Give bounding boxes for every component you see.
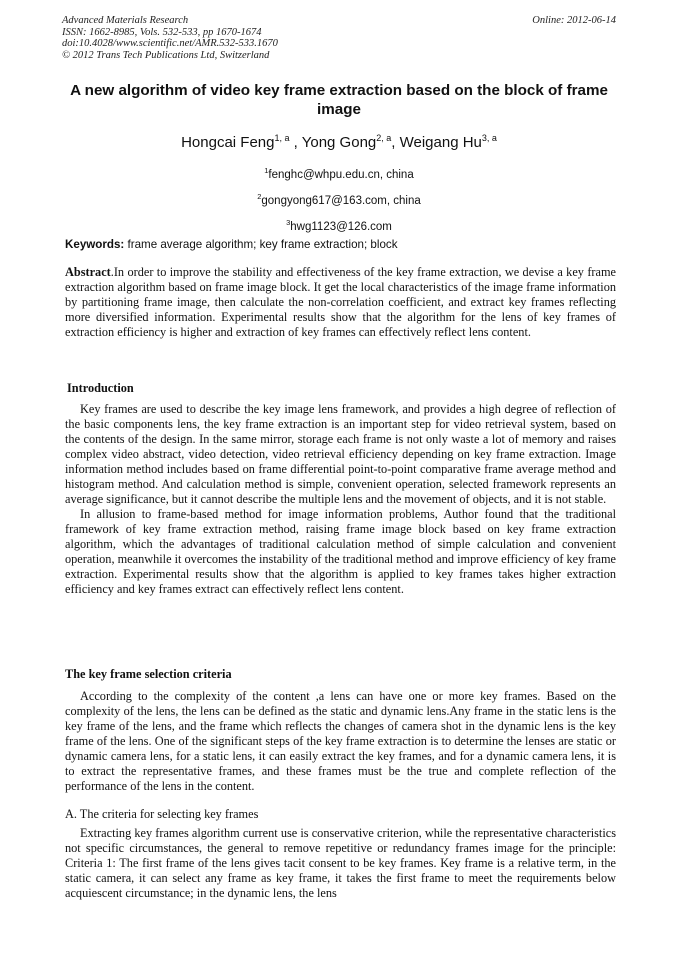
paragraph: In allusion to frame-based method for image information problems, Author found that the traditional framework of key frame extraction method, raising frame image block based on key frame extraction algorithm, which the advantages of traditional calculation method of simple calculation and convenient operation, meanwhile it overcomes the instability of the traditional method and improve efficiency of key frame extraction. Experimental results show that the algorithm is applied to key frames takes higher extraction efficiency and key frames extract can effectively reflect lens content. xyxy=(65,507,616,596)
email-line xyxy=(62,212,616,238)
journal-header xyxy=(62,15,616,61)
email-index: 3 xyxy=(286,217,291,227)
keywords xyxy=(65,238,616,251)
email-index: 1 xyxy=(264,166,269,175)
author-name: Weigang Hu xyxy=(399,134,482,151)
paragraph: Key frames are used to describe the key image lens framework, and provides a high degree of reflection of the basic components lens, the key frame extraction is an important step for video retrieval system, based on the contents of the design. In the same mirror, storage each frame is not only waste a lot of memory and raises complex video abstract, video detection, video retrieval efficiency depending on key frame extraction. Image information method includes based on frame differential point-to-point comparative frame average method and histogram method. And calculation method is simple, convenient operation, selected framework represents an average significance, but it cannot describe the multiple lens and the movement of objects, and it is not stable. xyxy=(65,402,616,506)
email-line xyxy=(62,186,616,212)
abstract xyxy=(65,265,616,340)
paragraph: According to the complexity of the content ,a lens can have one or more key frames. Based on the complexity of the lens, the lens can be defined as the static and dynamic lens.Any frame in the static lens is the key frame of the lens, and the frame which reflects the changes of camera shot in the dynamic lens is the key frame of the lens. One of the significant steps of the key frame extraction is to determine the lenses are static or dynamic camera lens, for a static lens, it can easily extract the key frames, and for a dynamic camera lens, it is to extract the representative frames, and these frames must be the true and complete reflection of the performance of the lens in the content. xyxy=(65,689,616,793)
paper-title: A new algorithm of video key frame extraction based on the block of frame image xyxy=(70,82,608,118)
doi-line: doi:10.4028/www.scientific.net/AMR.532-533.1670 xyxy=(62,38,278,50)
issn-line: ISSN: 1662-8985, Vols. 532-533, pp 1670-1674 xyxy=(62,26,262,38)
abstract-text: .In order to improve the stability and effectiveness of the key frame extraction, we devise a key frame extraction algorithm based on frame image block. It get the local characteristics of the image frame information by partitioning frame image, then calculate the non-correlation coefficient, and extract key frames reflecting more diversified information. Experimental results show that the algorithm for the lens of key frames of extraction efficiency is higher and extraction of key frames can effectively reflect lens content. xyxy=(65,265,616,339)
email-line xyxy=(62,160,616,186)
copyright-line: © 2012 Trans Tech Publications Ltd, Switzerland xyxy=(62,49,270,61)
online-date: Online: 2012-06-14 xyxy=(532,15,616,26)
author-separator: , xyxy=(391,134,400,151)
criteria-body xyxy=(65,689,616,794)
journal-name: Advanced Materials Research xyxy=(62,15,189,26)
author-name: Hongcai Feng xyxy=(181,134,275,151)
email-text: hwg1123@126.com xyxy=(290,220,392,233)
section-heading: The key frame selection criteria xyxy=(65,667,232,681)
email-text: gongyong617@163.com, china xyxy=(261,194,421,207)
author-affiliation: 2, a xyxy=(376,133,392,143)
section-heading: Introduction xyxy=(67,381,134,395)
paragraph: Extracting key frames algorithm current use is conservative criterion, while the representative characteristics not specific circumstances, the general to remove repetitive or redundancy frames image for the principle: Criteria 1: The first frame of the lens gives tacit consent to be key frames. Key frame is a relative term, in the static camera, it can select any frame as key frame, it takes the first frame to meet the requirements below acquiescent circumstance; in the dynamic lens, the lens xyxy=(65,826,616,900)
abstract-label: Abstract xyxy=(65,265,111,279)
email-index: 2 xyxy=(257,191,262,201)
subsection-heading: A. The criteria for selecting key frames xyxy=(65,807,259,821)
author-emails xyxy=(62,160,616,237)
keywords-label: Keywords: xyxy=(65,238,125,251)
author-list xyxy=(62,133,616,151)
author-separator: , xyxy=(289,134,302,151)
author-name: Yong Gong xyxy=(301,134,377,151)
criteria-body-2 xyxy=(65,826,616,901)
author-affiliation: 1, a xyxy=(274,133,290,143)
email-text: fenghc@whpu.edu.cn, china xyxy=(268,168,414,181)
author-affiliation: 3, a xyxy=(481,133,497,143)
keywords-text: frame average algorithm; key frame extraction; block xyxy=(124,238,398,251)
introduction-body xyxy=(65,402,616,597)
